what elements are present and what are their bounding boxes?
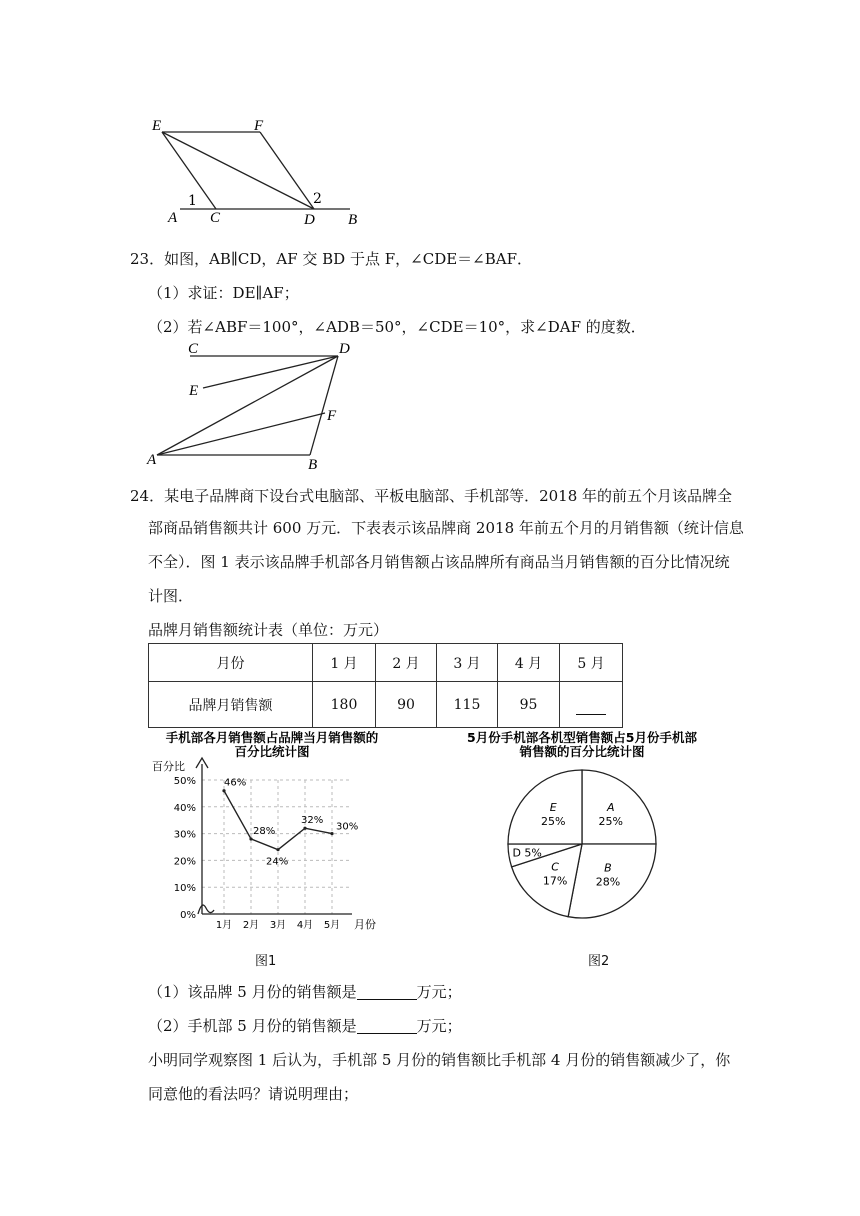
chart1-y-tick-label: 30% (173, 829, 196, 841)
table-header-cell: 4 月 (498, 644, 560, 682)
point-f-label: F (254, 118, 264, 134)
chart2-slice-label: D 5% (512, 846, 542, 860)
chart1-y-axis-label: 百分比 (152, 760, 185, 773)
table-cell: 90 (376, 682, 437, 728)
q24-part1-text: （1）该品牌 5 月份的销售额是 (148, 983, 357, 1001)
q24-part2 (148, 1015, 462, 1036)
chart1-data-label: 32% (301, 815, 324, 827)
q24-stem-line-4: 计图． (148, 587, 194, 605)
point-d-label: D (304, 212, 315, 228)
q24-stem-line-1: 24．某电子品牌商下设台式电脑部、平板电脑部、手机部等．2018 年的前五个月该品牌全 (130, 487, 733, 505)
chart2-title-line-2: 销售额的百分比统计图 (519, 744, 645, 759)
chart1-point (249, 837, 252, 840)
table-cell: 95 (498, 682, 560, 728)
table-header-cell: 3 月 (437, 644, 498, 682)
chart1-data-label: 46% (224, 777, 247, 789)
q24-stem-line-3: 不全）．图 1 表示该品牌手机部各月销售额占该品牌所有商品当月销售额的百分比情况统 (148, 553, 730, 571)
chart1-data-label: 28% (253, 825, 276, 837)
chart1-point (330, 832, 333, 835)
q24-stem-line-2: 部商品销售额共计 600 万元．下表表示该品牌商 2018 年前五个月的月销售额（统计信息 (148, 519, 744, 537)
chart1-x-axis-label: 月份 (354, 918, 376, 931)
chart1-y-tick-label: 50% (173, 776, 196, 787)
table-header-cell: 2 月 (376, 644, 437, 682)
chart2-slice-value: 25% (598, 815, 624, 829)
chart2-slice-name: B (604, 861, 612, 875)
answer-blank-2[interactable] (357, 1017, 417, 1034)
figure-q23 (145, 338, 365, 473)
table-cell: 180 (313, 682, 376, 728)
q24-part1-unit: 万元； (416, 983, 462, 1001)
chart2-slice-e (508, 770, 582, 844)
chart1-data-label: 30% (336, 821, 359, 833)
point-a-label: A (168, 210, 178, 226)
chart1-x-tick-label: 3月 (269, 920, 287, 931)
point-f-label: F (327, 408, 337, 424)
pie-chart-fig2 (432, 724, 732, 934)
point-c-label: C (210, 210, 221, 226)
q23-stem: 23．如图，AB∥CD，AF 交 BD 于点 F，∠CDE＝∠BAF． (130, 250, 532, 268)
table-cell-blank (560, 682, 623, 728)
chart1-title-line-2: 百分比统计图 (234, 744, 310, 759)
table-header-row (149, 644, 623, 682)
q24-part2-unit: 万元； (416, 1017, 462, 1035)
chart1-point (222, 789, 225, 792)
point-e-label: E (189, 383, 199, 399)
chart1-axis-break (198, 905, 214, 914)
chart1-data-label: 24% (266, 856, 289, 868)
chart2-slice-value: 17% (542, 874, 568, 888)
chart1-y-tick-label: 40% (173, 802, 196, 814)
answer-blank-1[interactable] (357, 983, 417, 1000)
q24-question-line-1: 小明同学观察图 1 后认为，手机部 5 月份的销售额比手机部 4 月份的销售额减少了，你 (148, 1051, 731, 1069)
chart2-slice-name: E (549, 801, 557, 815)
table-cell: 115 (437, 682, 498, 728)
table-header-cell: 月份 (149, 644, 313, 682)
q24-part2-text: （2）手机部 5 月份的销售额是 (148, 1017, 357, 1035)
table-row (149, 682, 623, 728)
chart1-y-tick-label: 0% (180, 910, 196, 921)
fig2-caption: 图2 (588, 954, 610, 969)
table-caption: 品牌月销售额统计表（单位：万元） (148, 621, 389, 639)
q23-part1: （1）求证：DE∥AF； (148, 284, 299, 302)
chart1-point (276, 848, 279, 851)
chart1-y-tick-label: 10% (173, 883, 196, 895)
sales-table (148, 643, 623, 728)
q23-part2: （2）若∠ABF＝100°，∠ADB＝50°，∠CDE＝10°，求∠DAF 的度数． (148, 318, 646, 336)
point-b-label: B (348, 212, 358, 228)
chart1-title-line-1: 手机部各月销售额占品牌当月销售额的 (165, 730, 379, 745)
chart1-x-tick-label: 4月 (296, 920, 314, 931)
point-c-label: C (188, 341, 199, 357)
chart2-slice-name: A (607, 801, 615, 815)
figure-q22 (150, 110, 380, 230)
chart2-title-line-1: 5月份手机部各机型销售额占5月份手机部 (467, 730, 697, 745)
chart2-slice-a (582, 770, 656, 844)
table-header-cell: 5 月 (560, 644, 623, 682)
point-b-label: B (308, 457, 318, 473)
chart1-x-tick-label: 5月 (323, 920, 341, 931)
point-e-label: E (152, 118, 162, 134)
table-row-label: 品牌月销售额 (149, 682, 313, 728)
answer-blank (576, 714, 606, 715)
fig1-caption: 图1 (255, 954, 277, 969)
chart1-point (303, 827, 306, 830)
point-d-label: D (339, 341, 350, 357)
chart2-slice-name: C (551, 860, 559, 874)
chart1-y-tick-label: 20% (173, 856, 196, 868)
point-a-label: A (147, 452, 157, 468)
table-header-cell: 1 月 (313, 644, 376, 682)
q24-question-line-2: 同意他的看法吗？请说明理由； (148, 1085, 359, 1103)
angle-1-label: 1 (188, 193, 197, 209)
chart1-x-tick-label: 1月 (215, 920, 233, 931)
line-chart-fig1 (140, 724, 410, 944)
chart2-slice-value: 28% (595, 875, 621, 889)
chart1-x-tick-label: 2月 (242, 920, 260, 931)
angle-2-label: 2 (313, 191, 322, 207)
chart2-slice-value: 25% (540, 815, 566, 829)
q24-part1 (148, 981, 462, 1002)
